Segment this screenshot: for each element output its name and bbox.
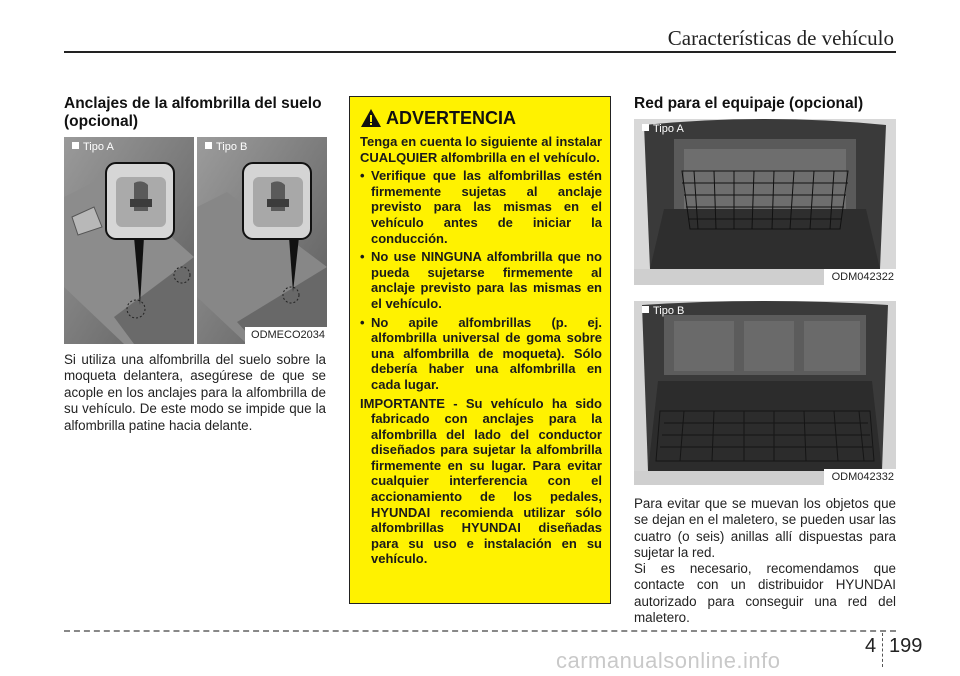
photo2-tag-label: Tipo B — [653, 305, 685, 317]
warning-item: • No apile alfombrillas (p. ej. alfombrilla universal de goma sobre una alfombrilla de moqueta). Sólo debería haber una alfombrilla en cada lugar. — [360, 315, 602, 393]
luggage-net-image-a — [634, 119, 896, 285]
photo-tag-b — [205, 141, 247, 154]
photo2-tag — [642, 305, 684, 318]
photo1-tag — [642, 123, 684, 136]
warning-body — [360, 134, 602, 570]
floor-mat-photo-code: ODMECO2034 — [251, 329, 325, 341]
square-bullet-icon — [642, 306, 649, 313]
photo-tag-a — [72, 141, 114, 154]
photo-tag-b-label: Tipo B — [216, 141, 248, 153]
warning-important: IMPORTANTE - Su vehículo ha sido fabricado con anclajes para la alfombrilla del lado del conductor diseñados para sujetar la alfombrilla firmemente en su lugar. Para evitar cualquier interferencia con el accionamiento de los pedales, HYUNDAI recomienda utilizar sólo alfombrillas HYUNDAI diseñadas para su uso e instalación en su vehículo. — [360, 395, 602, 567]
page-header-title: Características de vehículo — [667, 26, 894, 50]
luggage-net-paragraph-1: Para evitar que se muevan los objetos que se dejan en el maletero, se pueden usar las cuatro (o seis) anillas allí dispuestas para sujetar la red. — [634, 496, 896, 561]
warning-title: ADVERTENCIA — [386, 108, 517, 128]
floor-mat-photo-b — [197, 137, 327, 344]
warning-item: • Verifique que las alfombrillas estén firmemente sujetas al anclaje previsto para las mismas en el vehículo antes de iniciar la conducción. — [360, 168, 602, 246]
warning-list — [360, 168, 602, 392]
photo1-tag-label: Tipo A — [653, 123, 684, 135]
floor-mat-image-b — [197, 137, 327, 344]
footer-rule — [64, 630, 896, 632]
square-bullet-icon — [205, 142, 212, 149]
warning-box — [349, 96, 611, 604]
floor-mat-photo-a — [64, 137, 194, 344]
section-title-floor-mat: Anclajes de la alfombrilla del suelo (opcional) — [64, 95, 322, 130]
square-bullet-icon — [72, 142, 79, 149]
luggage-net-paragraph-2: Si es necesario, recomendamos que contacte con un distribuidor HYUNDAI autorizado para conseguir una red del maletero. — [634, 561, 896, 626]
luggage-net-photo-b — [634, 301, 896, 485]
floor-mat-figure — [64, 137, 327, 344]
photo-tag-a-label: Tipo A — [83, 141, 114, 153]
floor-mat-paragraph: Si utiliza una alfombrilla del suelo sobre la moqueta delantera, asegúrese de que se acople en los anclajes para la alfombrilla de su vehículo. De este modo se impide que la alfombrilla patine hacia delante. — [64, 352, 326, 433]
watermark-text: carmanualsonline.info — [556, 648, 781, 673]
luggage-net-photo-a — [634, 119, 896, 285]
floor-mat-image-a — [64, 137, 194, 344]
page-number-separator — [882, 633, 883, 667]
luggage-net-photo-a-code: ODM042322 — [831, 271, 894, 283]
warning-item: • No use NINGUNA alfombrilla que no pueda sujetarse firmemente al anclaje previsto para las mismas en el vehículo. — [360, 249, 602, 311]
warning-triangle-icon — [360, 108, 382, 128]
luggage-net-photo-b-code: ODM042332 — [831, 471, 894, 483]
chapter-number: 4 — [865, 635, 877, 657]
luggage-net-image-b — [634, 301, 896, 485]
section-title-luggage-net: Red para el equipaje (opcional) — [634, 95, 864, 112]
square-bullet-icon — [642, 124, 649, 131]
warning-intro: Tenga en cuenta lo siguiente al instalar CUALQUIER alfombrilla en el vehículo. — [360, 134, 602, 165]
page-number: 199 — [889, 635, 923, 657]
header-rule — [64, 51, 896, 53]
